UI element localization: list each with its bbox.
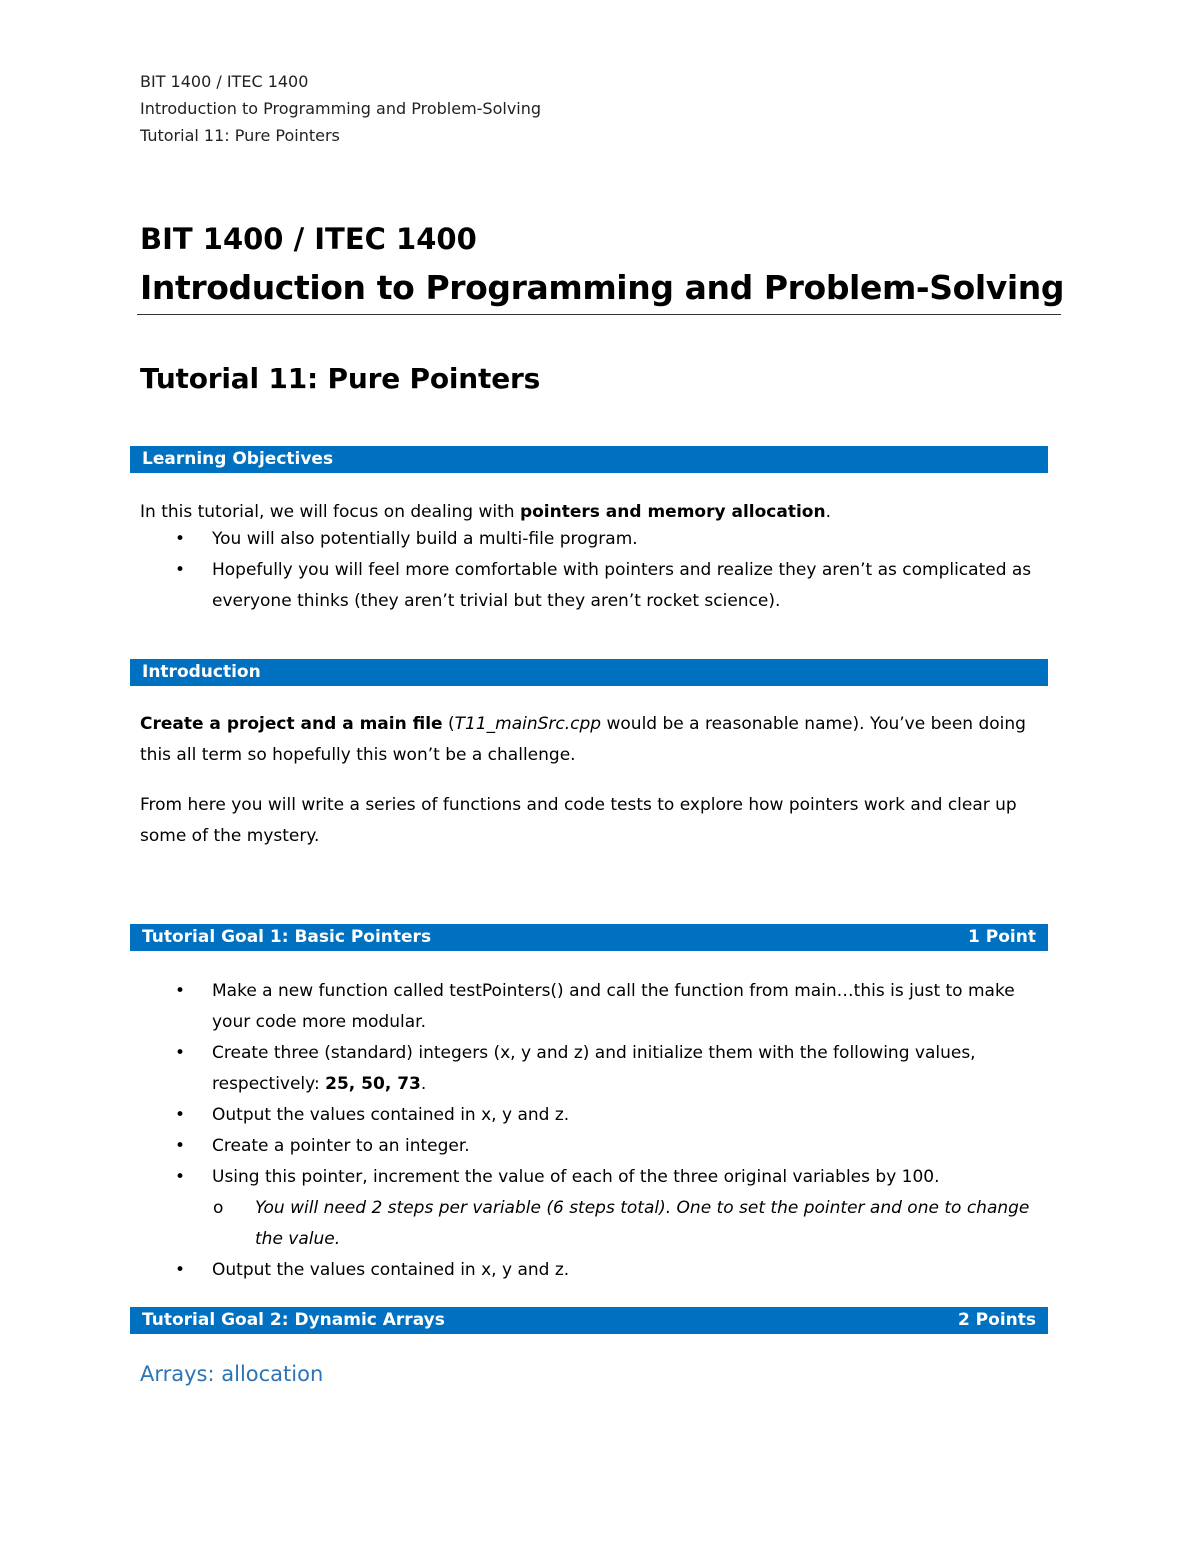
bullet-icon: • <box>175 1136 186 1156</box>
list-item <box>0 1255 1042 1286</box>
list-item-text: Hopefully you will feel more comfortable with pointers and realize they aren’t as complicated as everyone thinks (they aren’t trivial but they aren’t rocket science). <box>212 560 1032 611</box>
section-bar-goal-2 <box>130 1307 1048 1334</box>
section-heading: Tutorial Goal 2: Dynamic Arrays <box>142 1310 445 1330</box>
filename-text: T11_mainSrc.cpp <box>454 714 602 734</box>
sub-list-item <box>0 1193 1035 1255</box>
section-bar-introduction <box>130 659 1048 686</box>
bullet-icon: • <box>175 1260 186 1280</box>
bullet-icon: • <box>175 1043 186 1063</box>
list-item <box>0 1131 1042 1162</box>
course-code-heading: BIT 1400 / ITEC 1400 <box>140 222 477 256</box>
intro-text: would be a reasonable name). You’ve been doing this all term so hopefully this won’t be a challenge. <box>140 714 1026 765</box>
bullet-icon: • <box>175 1105 186 1125</box>
list-item-text: . <box>420 1074 427 1094</box>
list-item-text: You will need 2 steps per variable (6 steps total). One to set the pointer and one to change the value. <box>255 1198 1030 1249</box>
list-item-text: Create a pointer to an integer. <box>212 1136 470 1156</box>
introduction-paragraph-2: From here you will write a series of functions and code tests to explore how pointers work and clear up some of the mystery. <box>140 795 1017 846</box>
course-title-heading: Introduction to Programming and Problem-Solving <box>140 268 1065 307</box>
arrays-allocation-subheading: Arrays: allocation <box>140 1362 324 1386</box>
list-item-text: Using this pointer, increment the value of each of the three original variables by 100. <box>212 1167 940 1187</box>
points-label: 2 Points <box>957 1310 1036 1330</box>
list-item <box>0 976 1042 1038</box>
list-item <box>0 524 1042 555</box>
list-item-text: Make a new function called testPointers() and call the function from main…this is just to make your code more modular. <box>212 981 1015 1032</box>
section-heading: Learning Objectives <box>142 449 334 469</box>
list-item-text: You will also potentially build a multi-file program. <box>212 529 638 549</box>
list-item <box>0 1162 1042 1193</box>
section-bar-goal-1 <box>130 924 1048 951</box>
tutorial-title: Tutorial 11: Pure Pointers <box>140 362 541 395</box>
values-emphasis: 25, 50, 73 <box>325 1074 421 1094</box>
points-label: 1 Point <box>968 927 1036 947</box>
list-item-text: Output the values contained in x, y and z. <box>212 1105 570 1125</box>
section-bar-objectives <box>130 446 1048 473</box>
list-item <box>0 1100 1042 1131</box>
bullet-icon: • <box>175 529 186 549</box>
list-item <box>0 555 1042 617</box>
bullet-icon: • <box>175 1167 186 1187</box>
header-course-code: BIT 1400 / ITEC 1400 <box>140 72 309 91</box>
intro-emphasis: pointers and memory allocation <box>519 502 826 522</box>
title-divider <box>137 314 1061 315</box>
section-heading: Tutorial Goal 1: Basic Pointers <box>142 927 432 947</box>
list-item-text: Create three (standard) integers (x, y and z) and initialize them with the following values, respectively: <box>212 1043 976 1094</box>
section-heading: Introduction <box>142 662 261 682</box>
bullet-icon: • <box>175 560 186 580</box>
intro-period: . <box>825 502 831 522</box>
sub-bullet-icon: o <box>213 1198 224 1218</box>
bullet-icon: • <box>175 981 186 1001</box>
intro-text: In this tutorial, we will focus on dealing with <box>140 502 520 522</box>
objectives-list <box>0 524 1042 617</box>
header-tutorial-title: Tutorial 11: Pure Pointers <box>140 126 340 145</box>
intro-bold-text: Create a project and a main file <box>140 714 443 734</box>
goal-1-list <box>0 976 1042 1286</box>
intro-text: ( <box>442 714 455 734</box>
list-item-text: Output the values contained in x, y and z. <box>212 1260 570 1280</box>
introduction-paragraph-1 <box>140 709 1040 771</box>
header-course-title: Introduction to Programming and Problem-Solving <box>140 99 542 118</box>
list-item <box>0 1038 1042 1100</box>
